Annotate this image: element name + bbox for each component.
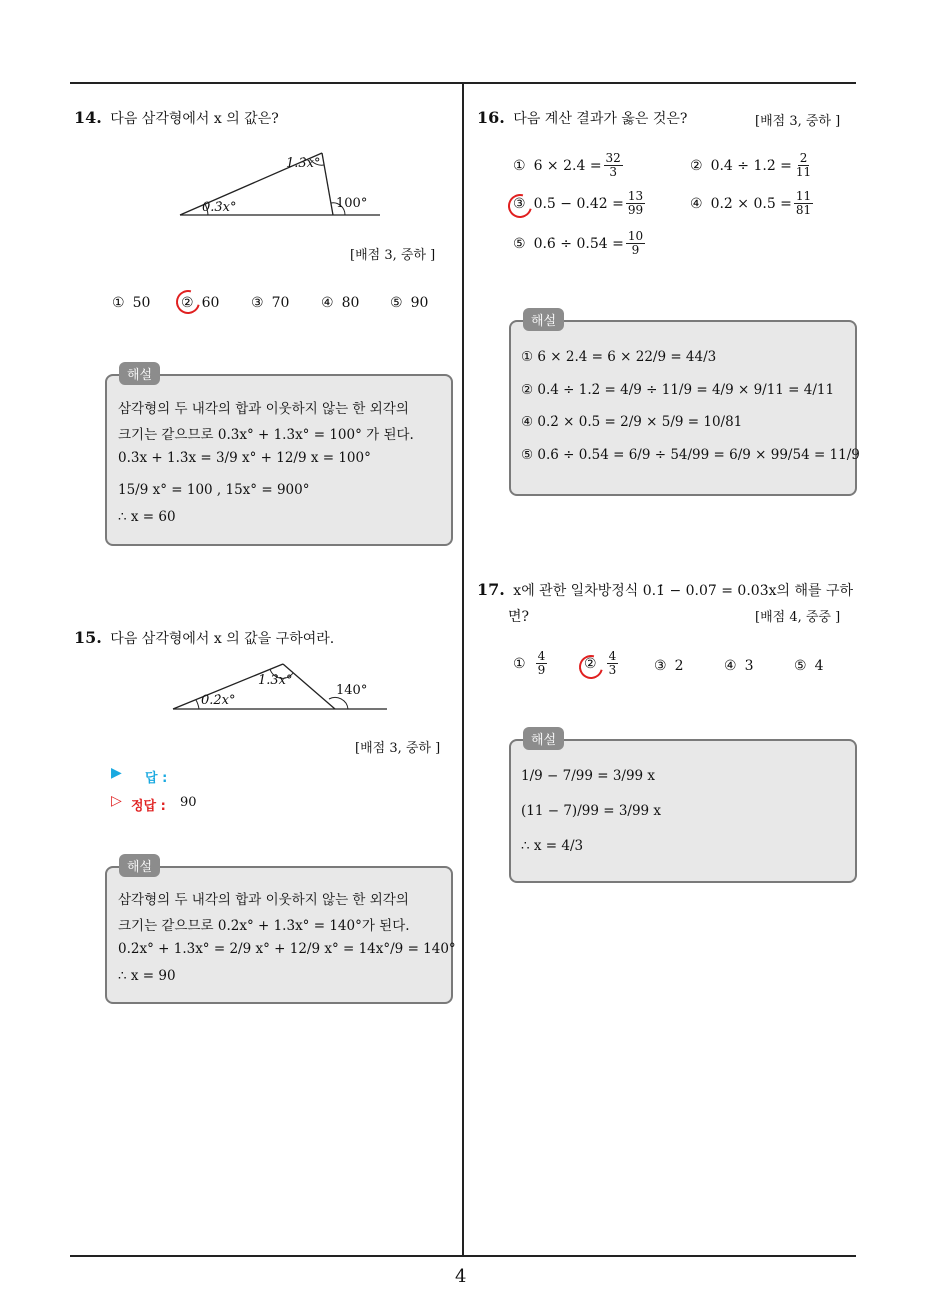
frac-num: 10 bbox=[627, 229, 644, 243]
choice-marker: ⑤ bbox=[390, 295, 403, 311]
choice-marker: ① bbox=[513, 157, 526, 174]
q14-choice-3[interactable] bbox=[251, 295, 289, 311]
q17-score: [배점 4, 중중 ] bbox=[755, 610, 841, 625]
q15-fig-label-exterior: 140° bbox=[336, 683, 368, 698]
choice-value: 90 bbox=[410, 295, 429, 311]
choice-value: 2 bbox=[674, 658, 684, 674]
choice-marker: ③ bbox=[513, 195, 526, 212]
choice-marker: ④ bbox=[724, 658, 737, 674]
q14-choice-1[interactable] bbox=[112, 295, 150, 311]
q15-score: [배점 3, 중하 ] bbox=[355, 741, 441, 756]
q15-fig-label-left: 0.2̇x° bbox=[201, 693, 236, 708]
column-divider bbox=[462, 84, 464, 1256]
choice-marker: ④ bbox=[321, 295, 334, 311]
q15-answer-arrow-icon: ▶ bbox=[111, 765, 122, 781]
frac-den: 9 bbox=[631, 243, 640, 257]
frac-den: 9 bbox=[537, 663, 546, 677]
q16-explanation-box bbox=[509, 320, 857, 496]
choice-value: 80 bbox=[341, 295, 360, 311]
q16-choice-1[interactable] bbox=[513, 152, 625, 179]
q17-explain-line-2: (11 − 7)/99 = 3/99 x bbox=[521, 803, 662, 819]
frac-den: 81 bbox=[795, 203, 812, 217]
choice-expr: 0.4̇ ÷ 1.2̇ = bbox=[710, 157, 792, 174]
q14-header bbox=[74, 108, 279, 128]
choice-value: 3 bbox=[744, 658, 754, 674]
page-number: 4 bbox=[455, 1266, 467, 1287]
choice-expr: 6 × 2.4̇ = bbox=[533, 157, 602, 174]
q14-text: 다음 삼각형에서 x 의 값은? bbox=[110, 111, 279, 127]
q15-explanation-tag: 해설 bbox=[119, 854, 160, 877]
q14-explain-line-3: 0.3̇x + 1.3̇x = 3/9 x° + 12/9 x = 100° bbox=[118, 450, 371, 466]
choice-marker: ③ bbox=[251, 295, 264, 311]
choice-value: 60 bbox=[201, 295, 220, 311]
q14-choice-5[interactable] bbox=[390, 295, 428, 311]
q14-selected-mark bbox=[172, 286, 205, 319]
q16-text: 다음 계산 결과가 옳은 것은? bbox=[513, 111, 688, 127]
frac-num: 13 bbox=[627, 189, 644, 203]
q16-choice-2[interactable] bbox=[690, 152, 815, 179]
frac-num: 2 bbox=[799, 151, 808, 165]
q15-explain-line-3: 0.2̇x° + 1.3̇x° = 2/9 x° + 12/9 x° = 14x°/9 = 140° bbox=[118, 941, 456, 957]
choice-marker: ⑤ bbox=[794, 658, 807, 674]
q17-choice-3[interactable] bbox=[654, 658, 683, 674]
q16-explain-line-1: ① 6 × 2.4̇ = 6 × 22/9 = 44/3 bbox=[521, 349, 717, 365]
q17-choice-1[interactable] bbox=[513, 650, 549, 677]
choice-expr: 0.5̇ − 0.4̇2̇ = bbox=[533, 195, 624, 212]
q15-answer-label: 답 : bbox=[145, 771, 168, 786]
q14-explanation-tag: 해설 bbox=[119, 362, 160, 385]
frac-den: 3 bbox=[608, 663, 617, 677]
q17-number: 17. bbox=[477, 580, 505, 599]
q15-correct-label: 정답 : bbox=[131, 799, 166, 814]
q15-number: 15. bbox=[74, 628, 102, 647]
q17-explain-line-1: 1/9 − 7/99 = 3/99 x bbox=[521, 768, 656, 784]
q14-explain-line-4: 15/9 x° = 100 , 15x° = 900° bbox=[118, 482, 310, 498]
q17-choice-4[interactable] bbox=[724, 658, 753, 674]
q14-explain-line-5: ∴ x = 60 bbox=[118, 509, 176, 525]
q17-choice-5[interactable] bbox=[794, 658, 823, 674]
q15-text: 다음 삼각형에서 x 의 값을 구하여라. bbox=[110, 631, 335, 647]
q15-correct-value: 90 bbox=[180, 795, 197, 810]
choice-fraction bbox=[607, 650, 619, 677]
choice-fraction bbox=[626, 230, 645, 257]
q16-explanation-tag: 해설 bbox=[523, 308, 564, 331]
choice-marker: ① bbox=[112, 295, 125, 311]
choice-fraction bbox=[794, 152, 813, 179]
choice-marker: ② bbox=[584, 655, 597, 672]
q16-explain-line-2: ② 0.4̇ ÷ 1.2̇ = 4/9 ÷ 11/9 = 4/9 × 9/11 = 4/11 bbox=[521, 382, 835, 398]
q16-explain-line-4: ⑤ 0.6̇ ÷ 0.5̇4̇ = 6/9 ÷ 54/99 = 6/9 × 99/54 = 11/9 bbox=[521, 447, 860, 463]
choice-fraction bbox=[536, 650, 548, 677]
frac-num: 11 bbox=[795, 189, 812, 203]
frac-num: 32 bbox=[605, 151, 621, 165]
choice-marker: ③ bbox=[654, 658, 667, 674]
q16-number: 16. bbox=[477, 108, 505, 127]
q14-fig-label-left: 0.3̇x° bbox=[202, 200, 237, 215]
q16-choice-5[interactable] bbox=[513, 230, 647, 257]
q17-text-line-2: 면? bbox=[508, 609, 530, 625]
q14-choice-4[interactable] bbox=[321, 295, 359, 311]
q15-explain-line-2: 크기는 같으므로 0.2̇x° + 1.3̇x° = 140°가 된다. bbox=[118, 918, 410, 934]
q14-fig-label-exterior: 100° bbox=[336, 196, 368, 211]
choice-fraction bbox=[626, 190, 645, 217]
choice-marker: ① bbox=[513, 655, 526, 672]
bottom-rule bbox=[70, 1255, 856, 1257]
q14-score: [배점 3, 중하 ] bbox=[350, 248, 436, 263]
q17-text-line-1: x에 관한 일차방정식 0.1̇ − 0.07̇ = 0.03̇x의 해를 구하 bbox=[513, 583, 854, 599]
q15-explain-line-4: ∴ x = 90 bbox=[118, 968, 176, 984]
q16-explain-line-3: ④ 0.2̇ × 0.5̇ = 2/9 × 5/9 = 10/81 bbox=[521, 414, 743, 430]
q15-header bbox=[74, 628, 334, 648]
q17-header bbox=[477, 580, 853, 600]
choice-value: 50 bbox=[132, 295, 151, 311]
choice-value: 4 bbox=[814, 658, 824, 674]
q17-explain-line-3: ∴ x = 4/3 bbox=[521, 838, 584, 854]
q16-choice-3[interactable] bbox=[513, 190, 647, 217]
choice-marker: ④ bbox=[690, 195, 703, 212]
q16-header bbox=[477, 108, 687, 128]
frac-den: 99 bbox=[627, 203, 644, 217]
choice-marker: ② bbox=[690, 157, 703, 174]
q16-score: [배점 3, 중하 ] bbox=[755, 114, 841, 129]
choice-fraction bbox=[604, 152, 623, 179]
frac-num: 4 bbox=[537, 649, 546, 663]
choice-fraction bbox=[794, 190, 813, 217]
q14-number: 14. bbox=[74, 108, 102, 127]
q14-fig-label-top: 1.3̇x° bbox=[286, 156, 321, 171]
q15-fig-label-top: 1.3̇x° bbox=[258, 673, 293, 688]
q14-explain-line-1: 삼각형의 두 내각의 합과 이웃하지 않는 한 외각의 bbox=[118, 401, 409, 417]
q14-explain-line-2: 크기는 같으므로 0.3̇x° + 1.3̇x° = 100° 가 된다. bbox=[118, 427, 414, 443]
choice-marker: ⑤ bbox=[513, 235, 526, 252]
q17-explanation-tag: 해설 bbox=[523, 727, 564, 750]
q16-choice-4[interactable] bbox=[690, 190, 815, 217]
q15-correct-arrow-icon: ▷ bbox=[111, 793, 122, 809]
choice-marker: ② bbox=[181, 295, 194, 311]
choice-expr: 0.2̇ × 0.5̇ = bbox=[710, 195, 792, 212]
q15-explain-line-1: 삼각형의 두 내각의 합과 이웃하지 않는 한 외각의 bbox=[118, 892, 409, 908]
frac-den: 11 bbox=[795, 165, 812, 179]
choice-value: 70 bbox=[271, 295, 290, 311]
frac-den: 3 bbox=[609, 165, 617, 179]
choice-expr: 0.6̇ ÷ 0.5̇4̇ = bbox=[533, 235, 624, 252]
frac-num: 4 bbox=[608, 649, 617, 663]
